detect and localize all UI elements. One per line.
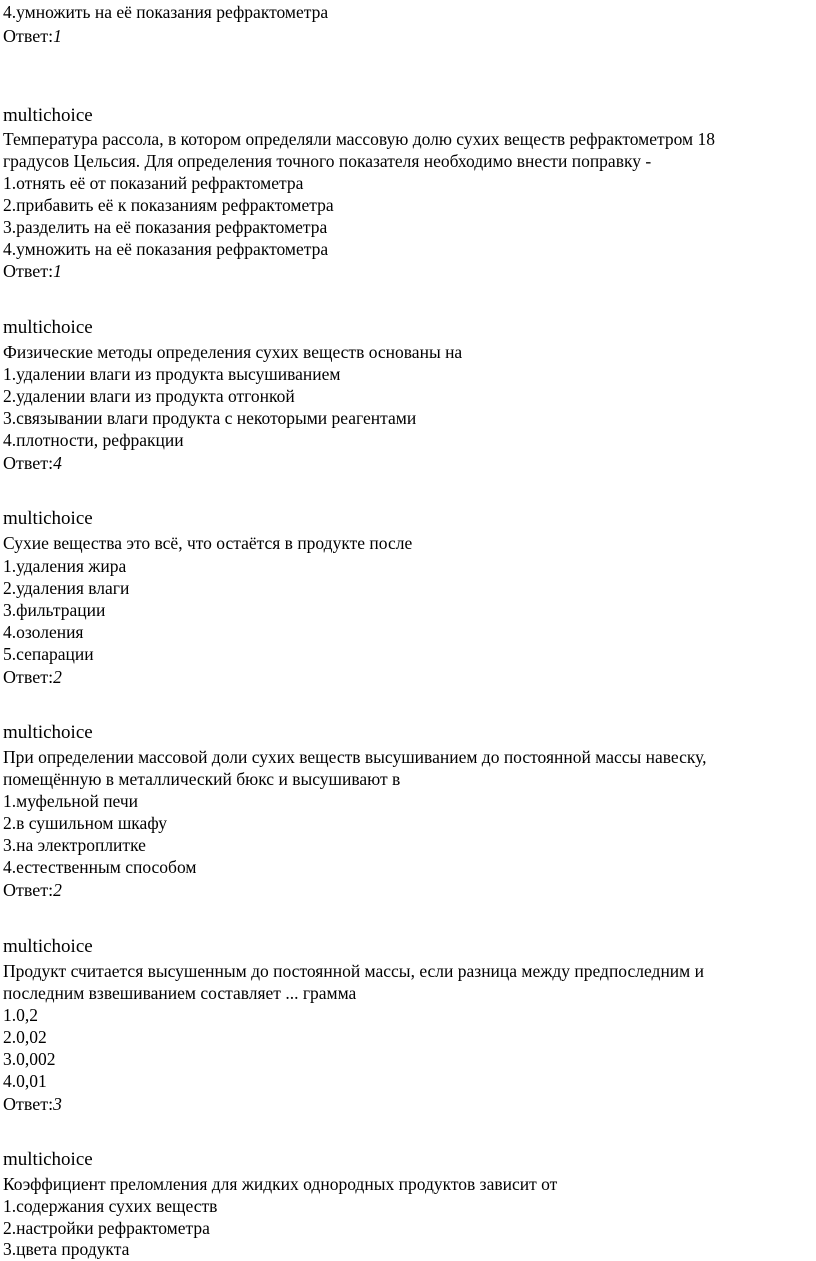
question-text: Температура рассола, в котором определяли массовую долю сухих веществ рефрактометром 18: [3, 129, 715, 149]
answer-value: 1: [53, 26, 62, 46]
option-line: 2.удалении влаги из продукта отгонкой: [3, 386, 295, 406]
option-line: 1.удаления жира: [3, 556, 127, 576]
option-line: 2.удаления влаги: [3, 578, 130, 598]
option-line: 3.на электроплитке: [3, 835, 146, 855]
option-line: 4.0,01: [3, 1071, 47, 1091]
answer-label: Ответ:: [3, 1094, 54, 1114]
answer-line: [3, 1093, 62, 1115]
option-line: 1.содержания сухих веществ: [3, 1196, 218, 1216]
question-text: градусов Цельсия. Для определения точного показателя необходимо внести поправку -: [3, 151, 652, 171]
option-line: 2.в сушильном шкафу: [3, 813, 167, 833]
answer-line: [3, 25, 62, 47]
option-line: 4.озоления: [3, 622, 84, 642]
question-text: Физические методы определения сухих веществ основаны на: [3, 342, 463, 362]
question-type: multichoice: [3, 508, 93, 529]
answer-value: 1: [53, 261, 62, 281]
question-type: multichoice: [3, 936, 93, 957]
option-line: 4.плотности, рефракции: [3, 430, 184, 450]
option-line: 5.сепарации: [3, 644, 94, 664]
option-line: 3.фильтрации: [3, 600, 106, 620]
option-line: 1.0,2: [3, 1005, 38, 1025]
option-line: 1.муфельной печи: [3, 791, 139, 811]
answer-label: Ответ:: [3, 667, 54, 687]
option-line: 2.настройки рефрактометра: [3, 1218, 210, 1238]
answer-value: 2: [53, 667, 62, 687]
answer-value: 2: [53, 880, 62, 900]
option-line: 4.естественным способом: [3, 857, 197, 877]
answer-label: Ответ:: [3, 26, 54, 46]
option-line: 1.удалении влаги из продукта высушиванием: [3, 364, 341, 384]
option-line: 3.разделить на её показания рефрактометра: [3, 217, 328, 237]
question-text: При определении массовой доли сухих веществ высушиванием до постоянной массы навеску,: [3, 747, 707, 767]
answer-label: Ответ:: [3, 261, 54, 281]
answer-label: Ответ:: [3, 453, 54, 473]
answer-value: 4: [53, 453, 62, 473]
option-line: 3.связывании влаги продукта с некоторыми реагентами: [3, 408, 417, 428]
option-line: 2.прибавить её к показаниям рефрактометра: [3, 195, 334, 215]
answer-value: 3: [53, 1094, 62, 1114]
answer-line: [3, 452, 62, 474]
answer-line: [3, 666, 62, 688]
question-type: multichoice: [3, 105, 93, 126]
question-text: Коэффициент преломления для жидких однородных продуктов зависит от: [3, 1174, 558, 1194]
option-line: 3.цвета продукта: [3, 1239, 130, 1259]
option-line: 1.отнять её от показаний рефрактометра: [3, 173, 304, 193]
question-text: Сухие вещества это всё, что остаётся в продукте после: [3, 533, 413, 553]
option-line: 4.умножить на её показания рефрактометра: [3, 2, 329, 22]
question-type: multichoice: [3, 317, 93, 338]
question-type: multichoice: [3, 722, 93, 743]
answer-label: Ответ:: [3, 880, 54, 900]
question-text: Продукт считается высушенным до постоянной массы, если разница между предпоследним и: [3, 961, 704, 981]
question-text: последним взвешиванием составляет ... грамма: [3, 983, 357, 1003]
question-type: multichoice: [3, 1149, 93, 1170]
option-line: 3.0,002: [3, 1049, 56, 1069]
answer-line: [3, 879, 62, 901]
question-text: помещённую в металлический бюкс и высушивают в: [3, 769, 401, 789]
answer-line: [3, 260, 62, 282]
option-line: 4.умножить на её показания рефрактометра: [3, 239, 329, 259]
option-line: 2.0,02: [3, 1027, 47, 1047]
